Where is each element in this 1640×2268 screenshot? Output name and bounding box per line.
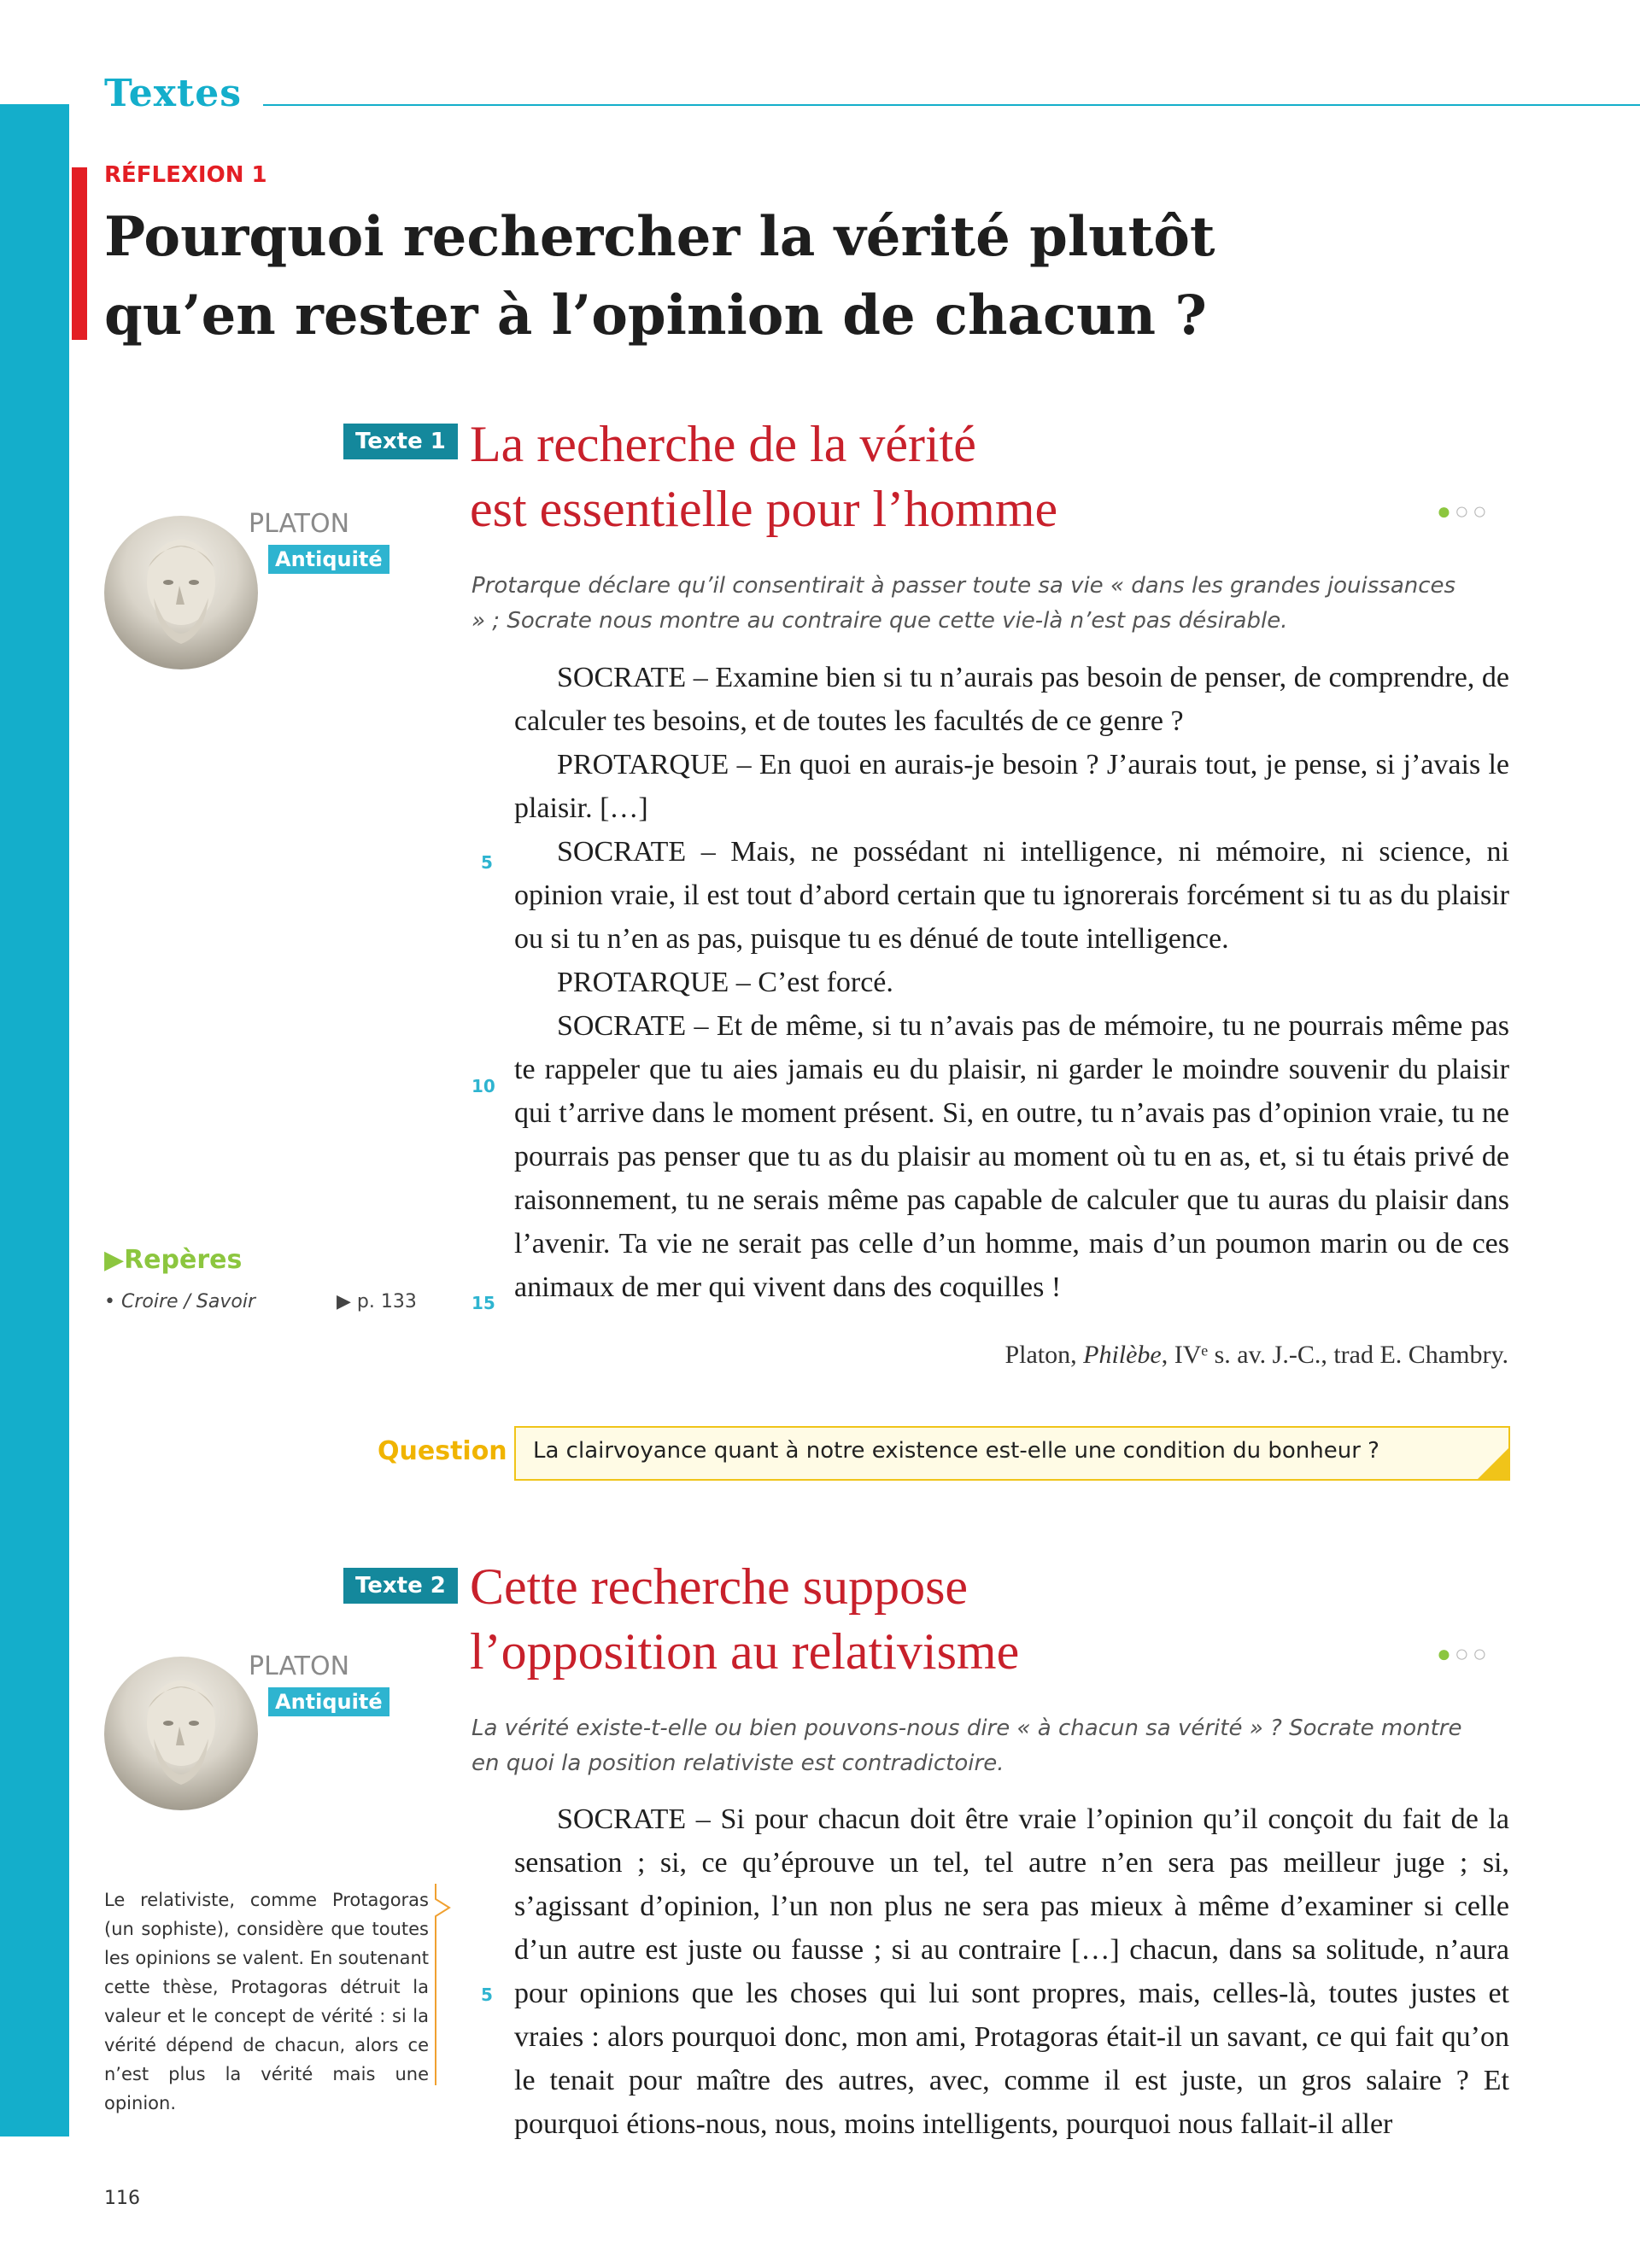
texte-1-author: PLATON bbox=[249, 509, 350, 539]
texte-1-badge: Texte 1 bbox=[343, 424, 458, 459]
folded-corner-icon bbox=[1476, 1447, 1510, 1481]
difficulty-indicator bbox=[1437, 1641, 1491, 1669]
texte-2-badge: Texte 2 bbox=[343, 1568, 458, 1604]
line-number: 15 bbox=[472, 1293, 495, 1313]
texte-1-paragraph: PROTARQUE – C’est forcé. bbox=[557, 967, 893, 998]
reperes-item: • Croire / Savoir bbox=[104, 1291, 256, 1312]
texte-1-paragraph: PROTARQUE – En quoi en aurais-je besoin ? J’aurais tout, je pense, si j’avais le plaisir. […] bbox=[514, 749, 1509, 824]
texte-1-source bbox=[1004, 1341, 1508, 1370]
page-title-line-2: qu’en rester à l’opinion de chacun ? bbox=[104, 284, 1207, 348]
question-label: Question bbox=[378, 1436, 507, 1466]
source-details: , IVᵉ s. av. J.-C., trad E. Chambry. bbox=[1161, 1341, 1508, 1369]
section-label: Textes bbox=[104, 72, 243, 115]
texte-2-title-line-2: l’opposition au relativisme bbox=[470, 1623, 1020, 1680]
texte-2-author: PLATON bbox=[249, 1651, 350, 1681]
left-color-band bbox=[0, 104, 69, 2136]
page-number: 116 bbox=[104, 2188, 140, 2209]
title-accent-bar bbox=[72, 167, 87, 340]
difficulty-dot-filled: ● bbox=[1437, 1641, 1455, 1668]
texte-1-title bbox=[470, 412, 1409, 541]
texte-2-intro: La vérité existe-t-elle ou bien pouvons-nous dire « à chacun sa vérité » ? Socrate montre en quoi la position relativiste est contradictoire. bbox=[472, 1716, 1462, 1776]
texte-1-paragraph: SOCRATE – Examine bien si tu n’aurais pas besoin de penser, de comprendre, de calculer tes besoins, et de toutes les facultés de ce genre ? bbox=[514, 662, 1509, 737]
reperes-heading bbox=[104, 1245, 242, 1275]
note-bracket-icon bbox=[434, 1882, 454, 2087]
texte-1-body bbox=[514, 656, 1509, 1309]
section-divider bbox=[263, 104, 1640, 106]
difficulty-dot-empty: ○ bbox=[1472, 499, 1491, 525]
texte-2-title-line-1: Cette recherche suppose bbox=[470, 1558, 969, 1615]
difficulty-dot-filled: ● bbox=[1437, 499, 1455, 525]
texte-1-intro: Protarque déclare qu’il consentirait à passer toute sa vie « dans les grandes jouissances » ; Socrate nous montre au contraire que cette vie-là n’est pas désirable. bbox=[472, 573, 1456, 634]
line-number: 10 bbox=[472, 1076, 495, 1096]
source-author: Platon, bbox=[1004, 1341, 1084, 1369]
reperes-heading-label: Repères bbox=[124, 1245, 243, 1275]
texte-2-paragraph: SOCRATE – Si pour chacun doit être vraie l’opinion qu’il conçoit du fait de la sensation ; si, ce qu’éprouve un tel, tel autre n’en sera pas meilleur juge ; si, s’agissant d’opinion, l’un non plus ne sera pas mieux à même d’examiner si celle d’un autre est juste ou fausse ; si au contraire […] chacun, dans sa solitude, n’aura pour opinions que les choses qui lui sont propres, mais, celles-là, toutes justes et vraies : alors pourquoi donc, mon ami, Protagoras était-il un savant, ce qui fait qu’on le tenait pour maître des autres, avec, comme il est juste, un gros salaire ? Et pourquoi étions-nous, nous, moins intelligents, pourquoi nous fallait-il aller bbox=[514, 1803, 1509, 2140]
texte-1-title-line-1: La recherche de la vérité bbox=[470, 416, 976, 472]
texte-1-paragraph: SOCRATE – Et de même, si tu n’avais pas de mémoire, tu ne pourrais même pas te rappeler que tu aies jamais eu du plaisir, ni garder le moindre souvenir du plaisir qui t’arrive dans le moment présent. Si, en outre, tu n’avais pas d’opinion vraie, tu ne pourrais pas penser que tu as du plaisir au moment où tu en as, et, si tu étais privé de raisonnement, tu ne serais même pas capable de calculer que tu auras du plaisir dans l’avenir. Ta vie ne serait pas celle d’un homme, mais d’un poumon marin ou de ces animaux de mer qui vivent dans des coquilles ! bbox=[514, 1010, 1509, 1303]
plato-portrait bbox=[104, 1657, 258, 1810]
line-number: 5 bbox=[481, 852, 493, 873]
plato-portrait bbox=[104, 516, 258, 669]
texte-1-title-line-2: est essentielle pour l’homme bbox=[470, 481, 1058, 537]
source-work: Philèbe bbox=[1083, 1341, 1162, 1369]
reperes-page-link[interactable]: ▶ p. 133 bbox=[337, 1291, 417, 1312]
question-text: La clairvoyance quant à notre existence est-elle une condition du bonheur ? bbox=[533, 1438, 1379, 1464]
difficulty-dot-empty: ○ bbox=[1454, 499, 1473, 525]
texte-1-era-badge: Antiquité bbox=[268, 545, 390, 574]
play-arrows-icon: ▶ bbox=[104, 1245, 125, 1275]
difficulty-dot-empty: ○ bbox=[1472, 1641, 1491, 1668]
difficulty-indicator bbox=[1437, 499, 1491, 526]
line-number: 5 bbox=[481, 1984, 493, 2005]
reflexion-label: RÉFLEXION 1 bbox=[104, 162, 267, 188]
texte-1-paragraph: SOCRATE – Mais, ne possédant ni intelligence, ni mémoire, ni science, ni opinion vraie, il est tout d’abord certain que tu ignorerais forcément si tu as du plaisir ou si tu n’en as pas, puisque tu es dénué de toute intelligence. bbox=[514, 836, 1509, 955]
texte-2-era-badge: Antiquité bbox=[268, 1687, 390, 1716]
page-title bbox=[104, 198, 1385, 355]
texte-2-title bbox=[470, 1554, 1409, 1684]
texte-2-body bbox=[514, 1797, 1509, 2146]
page-title-line-1: Pourquoi rechercher la vérité plutôt bbox=[104, 205, 1215, 269]
margin-note: Le relativiste, comme Protagoras (un sophiste), considère que toutes les opinions se valent. En soutenant cette thèse, Protagoras détruit la valeur et le concept de vérité : si la vérité dépend de chacun, alors ce n’est plus la vérité mais une opinion. bbox=[104, 1890, 430, 2113]
difficulty-dot-empty: ○ bbox=[1454, 1641, 1473, 1668]
